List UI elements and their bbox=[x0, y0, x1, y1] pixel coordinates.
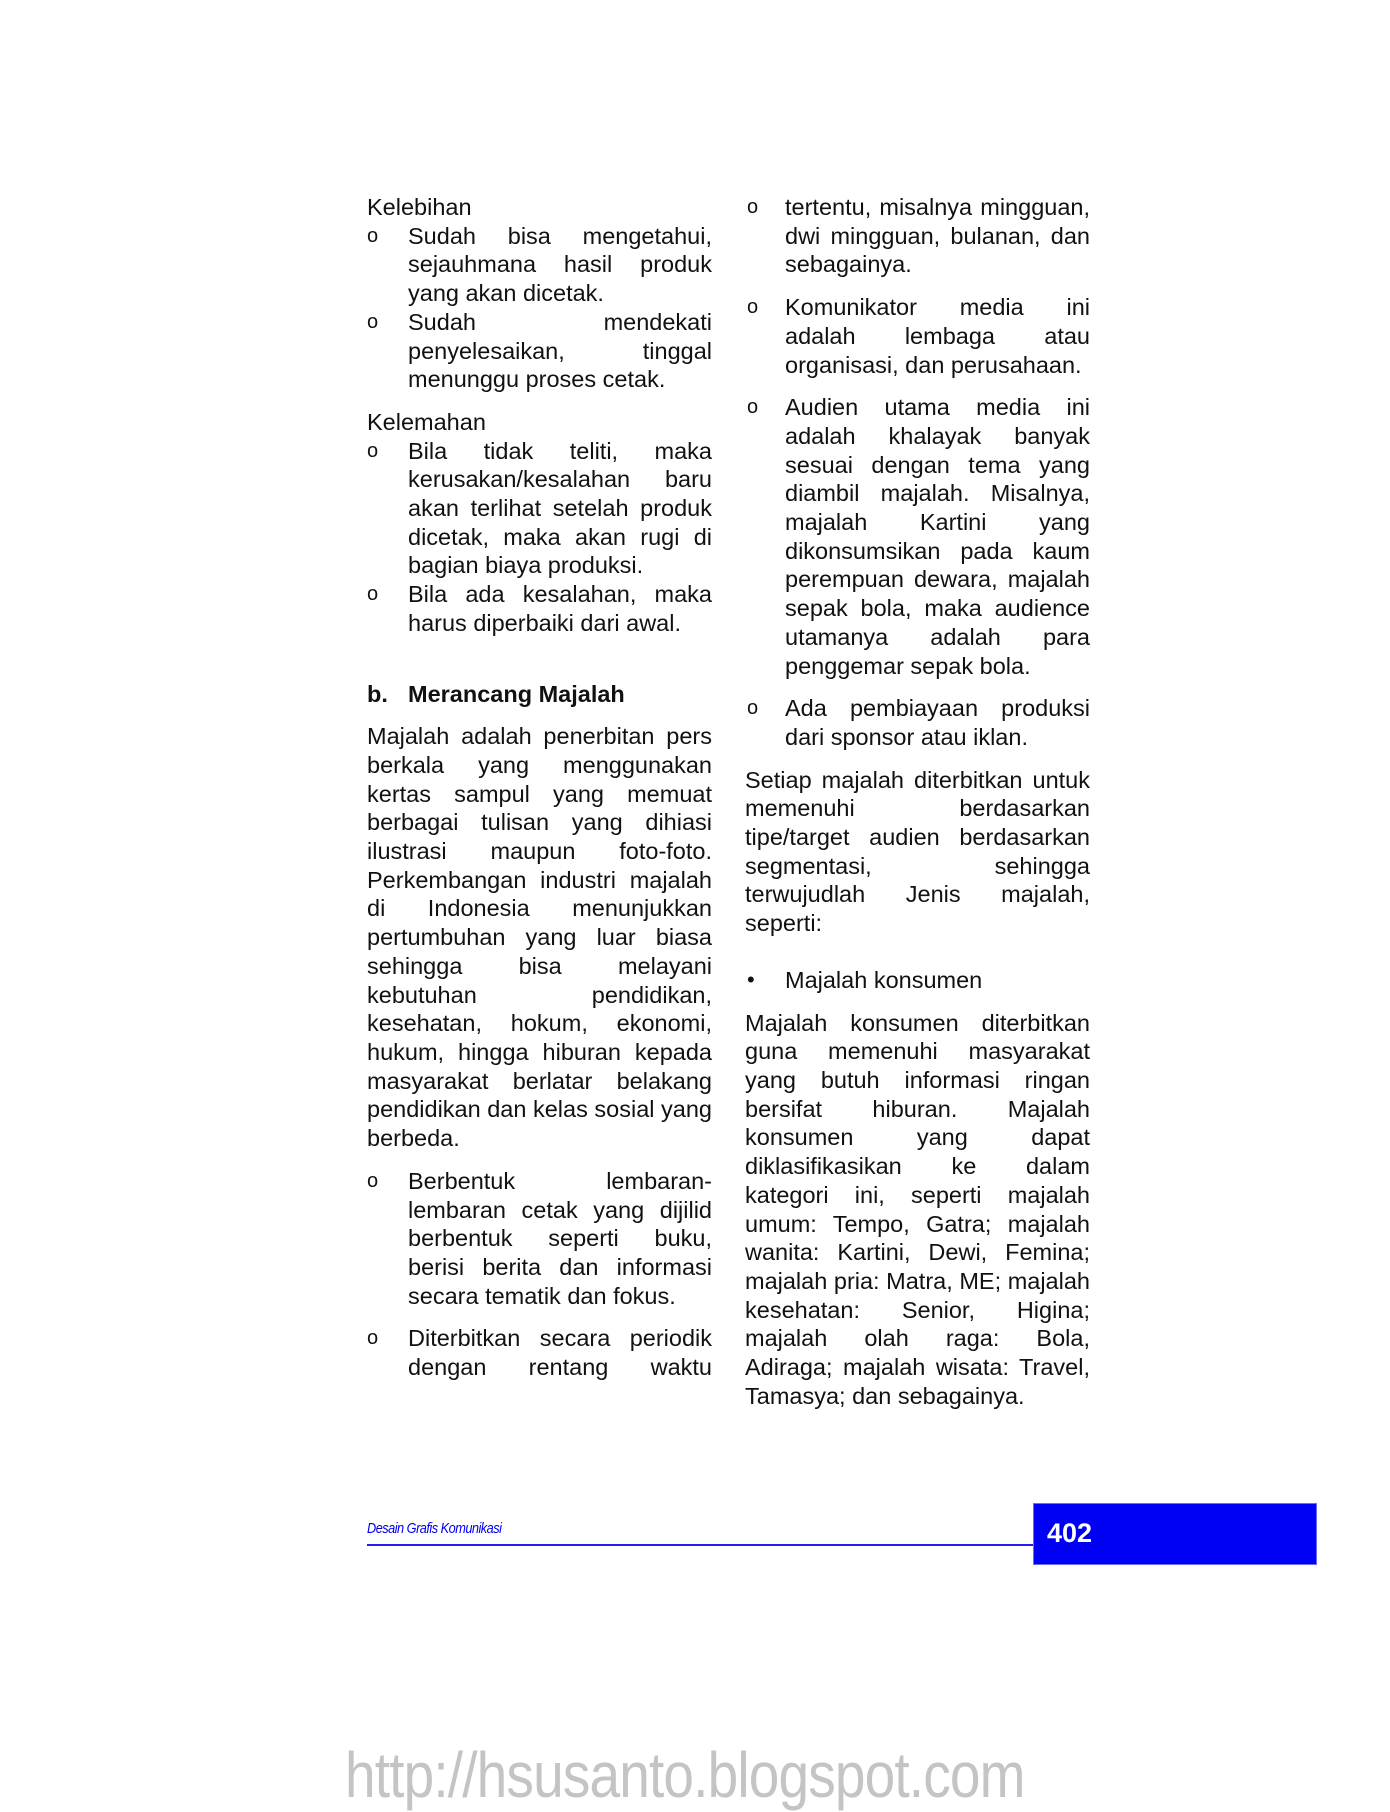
list-item bbox=[367, 308, 712, 394]
watermark-url: http://hsusanto.blogspot.com bbox=[345, 1739, 1025, 1811]
hollow-bullet-icon: o bbox=[747, 296, 759, 319]
hollow-bullet-icon: o bbox=[747, 396, 759, 419]
footer-book-title: Desain Grafis Komunikasi bbox=[367, 1520, 502, 1537]
section-title: Merancang Majalah bbox=[408, 680, 625, 707]
list-item bbox=[745, 293, 1090, 379]
hollow-bullet-icon: o bbox=[747, 697, 759, 720]
hollow-bullet-icon: o bbox=[367, 1327, 379, 1350]
list-item bbox=[367, 222, 712, 308]
hollow-bullet-icon: o bbox=[367, 439, 379, 462]
hollow-bullet-icon: o bbox=[367, 1169, 379, 1192]
list-item bbox=[367, 437, 712, 581]
list-item-text: Majalah konsumen bbox=[785, 966, 983, 993]
hollow-bullet-icon: o bbox=[747, 196, 759, 218]
list-item bbox=[745, 966, 1090, 995]
footer-divider bbox=[367, 1544, 1033, 1546]
list-item bbox=[367, 1167, 712, 1311]
intro-paragraph: Majalah adalah penerbitan pers berkala yang menggunakan kertas sampul yang memuat berbagai tulisan yang dihiasi ilustrasi maupun foto-foto. Perkembangan industri majalah di Indonesia menunjukkan pertumbuhan yang luar biasa sehingga bisa melayani kebutuhan pendidikan, kesehatan, hokum, ekonomi, hukum, hingga hiburan kepada masyarakat berlatar belakang pendidikan dan kelas sosial yang berbeda. bbox=[367, 723, 712, 1152]
list-item bbox=[745, 694, 1090, 751]
list-item-text: Audien utama media ini adalah khalayak banyak sesuai dengan tema yang diambil majalah. Misalnya, majalah Kartini yang dikonsumsikan pada kaum perempuan dewara, majalah sepak bola, maka audience utamanya adalah para penggemar sepak bola. bbox=[785, 394, 1090, 679]
kelemahan-label: Kelemahan bbox=[367, 408, 486, 435]
list-item-text: Diterbitkan secara periodik dengan rentang waktu bbox=[408, 1325, 712, 1381]
left-column bbox=[367, 193, 712, 1382]
list-item-text: Berbentuk lembaran-lembaran cetak yang dijilid berbentuk seperti buku, berisi berita dan informasi secara tematik dan fokus. bbox=[408, 1167, 712, 1309]
list-item bbox=[745, 193, 1090, 279]
consumer-paragraph: Majalah konsumen diterbitkan guna memenuhi masyarakat yang butuh informasi ringan bersifat hiburan. Majalah konsumen yang dapat diklasifikasikan ke dalam kategori ini, seperti majalah umum: Tempo, Gatra; majalah wanita: Kartini, Dewi, Femina; majalah pria: Matra, ME; majalah kesehatan: Senior, Higina; majalah olah raga: Bola, Adiraga; majalah wisata: Travel, Tamasya; dan sebagainya. bbox=[745, 1009, 1090, 1409]
list-item-text: Sudah mendekati penyelesaikan, tinggal menunggu proses cetak. bbox=[408, 308, 712, 393]
hollow-bullet-icon: o bbox=[367, 583, 379, 606]
solid-bullet-icon: • bbox=[747, 966, 755, 992]
list-item-text: tertentu, misalnya mingguan, dwi mingguan, bulanan, dan sebagainya. bbox=[785, 194, 1090, 278]
list-item-text: Sudah bisa mengetahui, sejauhmana hasil produk yang akan dicetak. bbox=[408, 222, 712, 307]
list-item-text: Bila tidak teliti, maka kerusakan/kesalahan baru akan terlihat setelah produk dicetak, maka akan rugi di bagian biaya produksi. bbox=[408, 437, 712, 579]
right-column bbox=[745, 193, 1090, 1410]
section-number: b. bbox=[367, 680, 388, 707]
list-item bbox=[745, 393, 1090, 680]
list-item bbox=[367, 1324, 712, 1381]
kelebihan-label: Kelebihan bbox=[367, 194, 472, 220]
page-number: 402 bbox=[1047, 1518, 1093, 1548]
segment-paragraph: Setiap majalah diterbitkan untuk memenuhi berdasarkan tipe/target audien berdasarkan segmentasi, sehingga terwujudlah Jenis majalah, seperti: bbox=[745, 766, 1090, 937]
section-heading bbox=[367, 680, 712, 709]
hollow-bullet-icon: o bbox=[367, 224, 379, 247]
list-item-text: Ada pembiayaan produksi dari sponsor atau iklan. bbox=[785, 695, 1090, 750]
list-item bbox=[367, 580, 712, 637]
hollow-bullet-icon: o bbox=[367, 310, 379, 333]
list-item-text: Komunikator media ini adalah lembaga atau organisasi, dan perusahaan. bbox=[785, 294, 1090, 378]
list-item-text: Bila ada kesalahan, maka harus diperbaiki dari awal. bbox=[408, 581, 712, 636]
